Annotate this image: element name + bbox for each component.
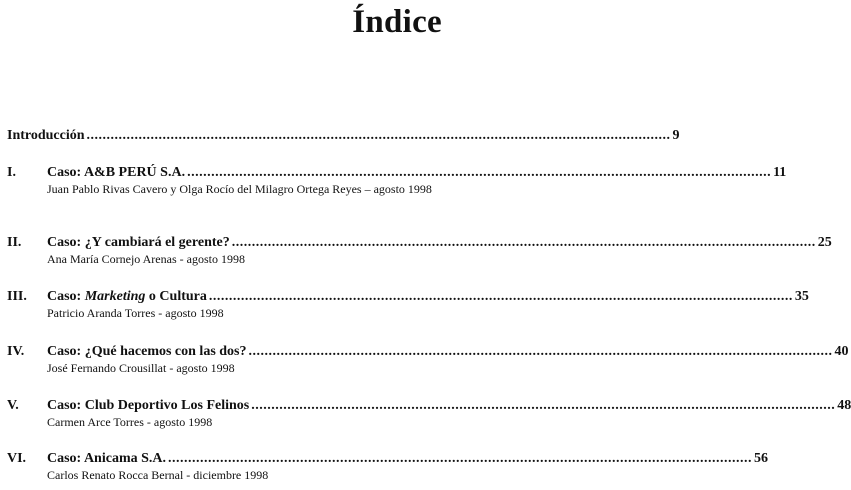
- entry-title: Caso: A&B PERÚ S.A.: [47, 165, 186, 180]
- toc-entry-6: [7, 451, 769, 483]
- page-number: 40: [834, 344, 849, 359]
- page-number: 9: [672, 128, 680, 143]
- chapter-numeral: V.: [7, 398, 19, 413]
- entry-author: Carlos Renato Rocca Bernal - diciembre 1998: [47, 468, 269, 482]
- entry-title: Caso: ¿Y cambiará el gerente?: [47, 235, 230, 250]
- entry-author: Patricio Aranda Torres - agosto 1998: [47, 306, 224, 320]
- page-number: 25: [817, 235, 832, 250]
- chapter-numeral: VI.: [7, 451, 27, 466]
- page-number: 48: [837, 398, 851, 413]
- entry-title: Caso: Club Deportivo Los Felinos: [47, 398, 250, 413]
- chapter-numeral: I.: [7, 165, 16, 180]
- dot-leader: ..................................................................................................................................................: [251, 398, 836, 413]
- dot-leader: ..................................................................................................................................................: [187, 165, 772, 180]
- entry-author: Carmen Arce Torres - agosto 1998: [47, 415, 213, 429]
- page-number: 11: [773, 165, 787, 180]
- toc-entry-5: [7, 398, 851, 430]
- toc-entry-introduction: [7, 128, 680, 144]
- page-title: Índice: [352, 4, 442, 40]
- dot-leader: ..................................................................................................................................................: [168, 451, 753, 466]
- page-number: 56: [754, 451, 769, 466]
- entry-author: Juan Pablo Rivas Cavero y Olga Rocío del Milagro Ortega Reyes – agosto 1998: [47, 182, 432, 196]
- page-number: 35: [794, 289, 809, 304]
- entry-title: Caso: ¿Qué hacemos con las dos?: [47, 344, 247, 359]
- toc-entry-3: [7, 289, 809, 321]
- entry-title: [47, 289, 207, 305]
- toc-entry-4: [7, 344, 849, 376]
- chapter-numeral: II.: [7, 235, 22, 250]
- entry-title: Introducción: [7, 128, 85, 143]
- entry-title-italic: Marketing: [84, 289, 146, 304]
- chapter-numeral: III.: [7, 289, 27, 304]
- dot-leader: ..................................................................................................................................................: [86, 128, 671, 143]
- entry-author: Ana María Cornejo Arenas - agosto 1998: [47, 252, 245, 266]
- toc-entry-1: [7, 165, 787, 197]
- entry-author: José Fernando Crousillat - agosto 1998: [47, 361, 235, 375]
- entry-title-suffix: o Cultura: [145, 289, 207, 304]
- entry-title: Caso: Anicama S.A.: [47, 451, 167, 466]
- dot-leader: ..................................................................................................................................................: [231, 235, 816, 250]
- dot-leader: ..................................................................................................................................................: [248, 344, 833, 359]
- entry-title-prefix: Caso:: [47, 289, 85, 304]
- dot-leader: ..................................................................................................................................................: [208, 289, 793, 304]
- chapter-numeral: IV.: [7, 344, 25, 359]
- toc-entry-2: [7, 235, 832, 267]
